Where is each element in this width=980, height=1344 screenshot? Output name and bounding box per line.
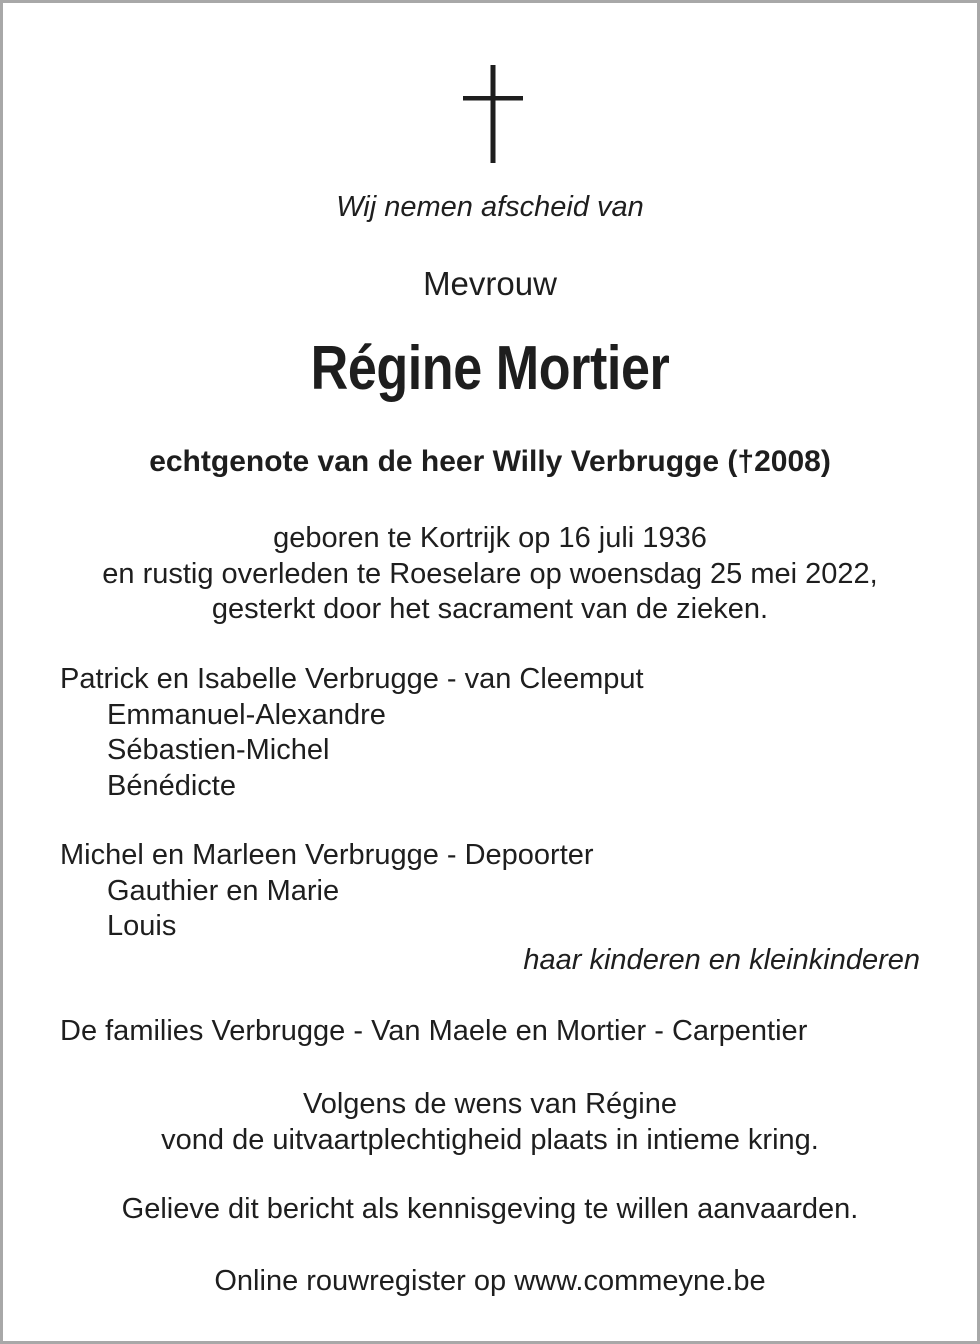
wish-line: Volgens de wens van Régine	[302, 1088, 678, 1120]
family-group	[60, 838, 594, 945]
family-parents: Patrick en Isabelle Verbrugge - van Cleemput	[60, 663, 644, 695]
life-details	[3, 521, 977, 628]
deceased-name: Régine Mortier	[310, 334, 670, 403]
extended-families: De families Verbrugge - Van Maele en Mortier - Carpentier	[60, 1015, 808, 1047]
funeral-wish	[3, 1087, 977, 1158]
online-register: Online rouwregister op www.commeyne.be	[214, 1265, 766, 1297]
grandchild-name: Gauthier en Marie	[107, 874, 340, 907]
grandchild-name: Louis	[107, 910, 177, 942]
grandchild-name: Bénédicte	[107, 769, 236, 802]
cross-icon	[463, 65, 523, 163]
family-parents: Michel en Marleen Verbrugge - Depoorter	[60, 839, 594, 871]
honorific-title: Mevrouw	[423, 265, 557, 302]
birth-line: geboren te Kortrijk op 16 juli 1936	[273, 522, 707, 554]
relation-caption: haar kinderen en kleinkinderen	[523, 944, 920, 976]
sacrament-line: gesterkt door het sacrament van de zieken.	[211, 593, 769, 625]
spouse-line: echtgenote van de heer Willy Verbrugge (†2008)	[149, 445, 831, 478]
notice-text: Gelieve dit bericht als kennisgeving te willen aanvaarden.	[121, 1193, 859, 1225]
grandchild-name: Sébastien-Michel	[107, 734, 330, 766]
grandchild-name: Emmanuel-Alexandre	[107, 698, 386, 731]
intro-text: Wij nemen afscheid van	[336, 191, 644, 223]
wish-line: vond de uitvaartplechtigheid plaats in intieme kring.	[161, 1123, 819, 1156]
family-group	[60, 662, 644, 804]
death-line: en rustig overleden te Roeselare op woensdag 25 mei 2022,	[102, 557, 878, 590]
